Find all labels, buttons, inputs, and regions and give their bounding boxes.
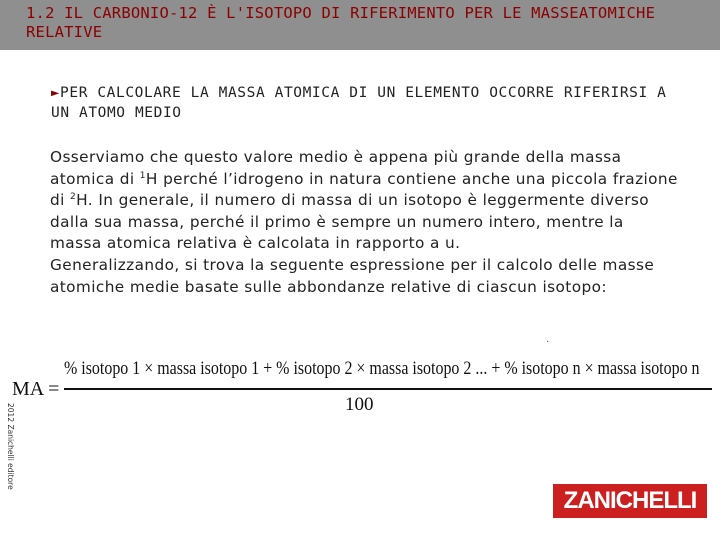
body-text xyxy=(50,147,680,298)
formula-denominator: 100 xyxy=(345,394,374,415)
paragraph-1-part-a: Osserviamo che questo valore medio è appena più grande della massa atomica di xyxy=(50,148,622,188)
copyright-notice: 2012 Zanichelli editore xyxy=(6,403,15,490)
fraction-line xyxy=(64,388,712,390)
arrow-bullet-icon: ► xyxy=(51,85,61,101)
paragraph-1-part-b: H perché l’idrogeno in natura contiene anche una piccola frazione di xyxy=(50,169,678,210)
paragraph-1-part-c: H. In generale, il numero di massa di un isotopo è leggermente diverso dalla sua massa, perché il primo è sempre un numero intero, mentre la massa atomica relativa è calcolata in rapporto a u. xyxy=(50,191,650,253)
paragraph-1 xyxy=(50,147,680,255)
zanichelli-logo: ZANICHELLI xyxy=(553,484,707,518)
superscript-1: 1 xyxy=(139,170,146,181)
average-mass-formula xyxy=(12,356,720,416)
page-title: 1.2 IL CARBONIO-12 È L'ISOTOPO DI RIFERIMENTO PER LE MASSEATOMICHE RELATIVE xyxy=(26,4,656,41)
superscript-2: 2 xyxy=(70,192,77,203)
section-heading-text: PER CALCOLARE LA MASSA ATOMICA DI UN ELEMENTO OCCORRE RIFERIRSI A UN ATOMO MEDIO xyxy=(51,85,667,121)
paragraph-2: Generalizzando, si trova la seguente espressione per il calcolo delle masse atomiche medie basate sulle abbondanze relative di ciascun isotopo: xyxy=(50,255,655,296)
formula-numerator: % isotopo 1 × massa isotopo 1 + % isotopo 2 × massa isotopo 2 ... + % isotopo n × massa isotopo n xyxy=(64,358,700,379)
title-bar xyxy=(0,0,720,50)
stray-mark: . xyxy=(546,334,550,345)
formula-lhs: MA = xyxy=(12,378,60,400)
section-heading xyxy=(51,83,691,123)
